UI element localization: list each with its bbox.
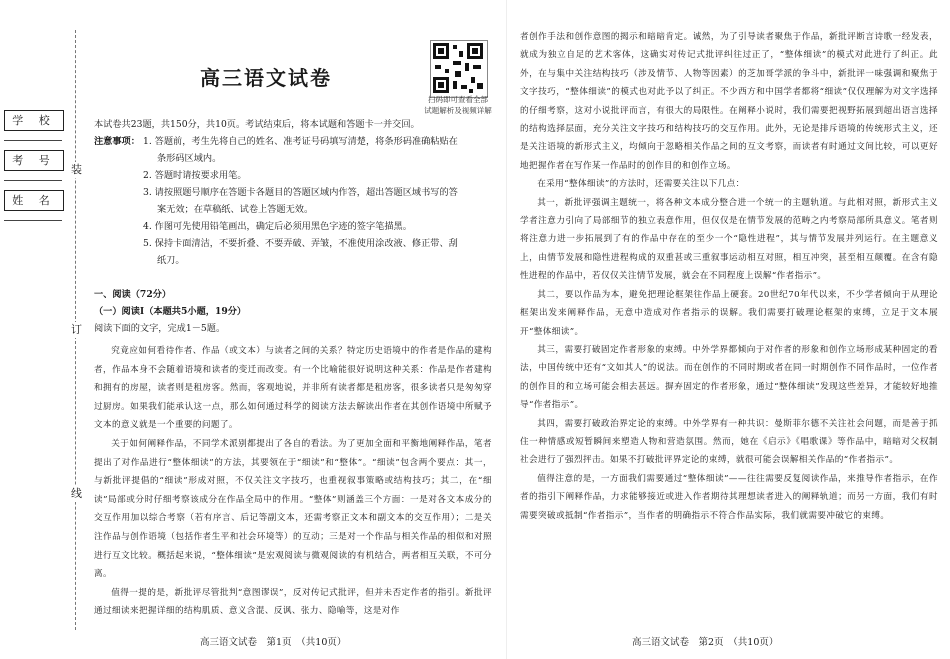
notice-item-2: 2. 答题时请按要求用笔。 bbox=[143, 170, 247, 181]
passage-paragraph: 其二，要以作品为本，避免把理论框架往作品上硬套。20世纪70年代以来，不少学者倾向于从理论框架出发来阐释作品，无意中造成对作者指示的误解。我们需要打破理论框架的束缚，立足于文本展开“整体细读”。 bbox=[520, 289, 938, 337]
name-field-label: 姓 名 bbox=[4, 190, 64, 211]
notice-item-3: 3. 请按照题号顺序在答题卡各题目的答题区域内作答，超出答题区域书写的答 bbox=[143, 187, 458, 198]
binding-mark-xian: 线 bbox=[71, 487, 82, 500]
passage-paragraph: 者创作手法和创作意图的揭示和暗暗肯定。诚然，为了引导读者聚焦于作品，新批评断言诗歌一经发表，就成为独立自足的艺术客体，这确实对传记式批评纠往过正了，“整体细读”的模式对此进行了纠正。此外，在与集中关注结构技巧（涉及情节、人物等因素）的芝加哥学派的争斗中，新批评一味强调和聚焦于文字技巧，“整体细读”的模式也对此予以了纠正。不少西方和中国学者都将“细读”仅仅理解为对文字选择的仔细考察，这对小说批评而言，有很大的局限性。在阐释小说时，我们需要把视野拓展到超出语言选择的结构选择层面，充分关注文字技巧和结构技巧的交互作用。此外，无论是排斥语境的传统形式主义，还是关注语境的新形式主义，均倾向于忽略相关作品之间的互文考察，而读者有时通过文间比较，可以更好地把握作者在写作某一作品时的创作目的和创作立场。 bbox=[520, 32, 938, 171]
exam-number-field-label: 考 号 bbox=[4, 150, 64, 171]
notice-item-1-cont: 条形码区域内。 bbox=[157, 153, 222, 164]
notice-label: 注意事项： bbox=[94, 136, 140, 147]
passage-paragraph: 关于如何阐释作品，不同学术派别都提出了各自的看法。为了更加全面和平衡地阐释作品，笔者提出了对作品进行“整体细读”的方法，其要领在于“细读”和“整体”。“细读”包含两个要点：其一，与新批评提倡的“细读”形成对照，不仅关注文字技巧，也重视叙事策略或结构技巧；其二，在“细读”局部或分时仔细考察该成分在作品全局中的作用。“整体”则涵盖三个方面：一是对各文本成分的交互作用加以综合考察（若有序言、后记等副文本，还需考察正文本和副文本的交互作用）；二是关注作品与创作语境（包括作者生平和社会环境等）的互动；三是对一个作品与相关作品的相似和对照进行互文比较。概括起来说，“整体细读”是宏观阅读与微观阅读的有机结合，两者相互关联，不可分离。 bbox=[94, 438, 492, 580]
reading-instruction: 阅读下面的文字，完成1－5题。 bbox=[94, 323, 226, 334]
passage-paragraph: 究竟应如何看待作者、作品（或文本）与读者之间的关系？特定历史语境中的作者是作品的建构者，作品本身不会随着语境和读者的变迁而改变。有一个比喻能很好说明这种关系：作品是作者建构和拥有的房屋，读者则是租房客。然而，客观地说，并非所有读者都是租房客，很多读者只是匆匆穿过厨房。如果我们能承认这一点，那么如何通过科学的阅读方法去解读出作者在其创作语境中所赋予文本的意义就是一个重要的问题了。 bbox=[94, 346, 492, 431]
subsection-heading: （一）阅读Ⅰ（本题共5小题，19分） bbox=[94, 306, 247, 317]
school-field-line[interactable] bbox=[4, 140, 62, 141]
page2-footer: 高三语文试卷 第2页 （共10页） bbox=[632, 637, 779, 648]
name-field-line[interactable] bbox=[4, 220, 62, 221]
section-heading: 一、阅读（72分） bbox=[94, 289, 172, 300]
notice-item-3-cont: 案无效；在草稿纸、试卷上答题无效。 bbox=[157, 204, 314, 215]
binding-mark-ding: 订 bbox=[71, 323, 82, 336]
school-field-label: 学 校 bbox=[4, 110, 64, 131]
notice-item-5-cont: 纸刀。 bbox=[157, 255, 185, 266]
passage-page2 bbox=[520, 28, 938, 525]
exam-number-field-line[interactable] bbox=[4, 180, 62, 181]
notice-item-5: 5. 保持卡面清洁，不要折叠、不要弄破、弄皱，不准使用涂改液、修正带、刮 bbox=[143, 238, 458, 249]
passage-paragraph: 值得一提的是，新批评尽管批判“意图谬误”，反对传记式批评，但并未否定作者的指引。新批评通过细读来把握详细的结构肌质、意义含混、反讽、张力、隐喻等，这是对作 bbox=[94, 587, 492, 617]
exam-intro: 本试卷共23题，共150分，共10页。考试结束后，将本试题和答题卡一并交回。 bbox=[94, 119, 420, 130]
passage-paragraph: 值得注意的是，一方面我们需要通过“整体细读”——往往需要反复阅读作品，来推导作者指示，在作者的指引下阐释作品，力求能够接近或进入作者期待其理想读者进入的阐释轨道；而另一方面，我们有时需要突破或抵制“作者指示”，当作者的明确指示不符合作品实际，我们就需要冲破它的束缚。 bbox=[520, 473, 938, 521]
qr-caption-1: 扫码即可查看全部 bbox=[428, 95, 488, 104]
qr-caption-2: 试题解析及视频详解 bbox=[424, 106, 492, 115]
passage-paragraph: 在采用“整体细读”的方法时，还需要关注以下几点： bbox=[537, 179, 745, 190]
notice-item-1: 1. 答题前，考生先将自己的姓名、准考证号码填写清楚，将条形码准确粘贴在 bbox=[143, 136, 458, 147]
passage-paragraph: 其三，需要打破固定作者形象的束缚。中外学界都倾向于对作者的形象和创作立场形成某种固定的看法，中国传统中还有“文如其人”的说法。而在创作的不同时期或者在同一时期创作不同作品时，一位作者的创作目的和立场可能会相去甚远。摒弃固定的作者形象，通过“整体细读”发现这些差异，才能较好地推导“作者指示”。 bbox=[520, 344, 938, 411]
page1-footer: 高三语文试卷 第1页 （共10页） bbox=[200, 637, 347, 648]
qr-code-icon[interactable] bbox=[430, 40, 488, 98]
notice-item-4: 4. 作图可先使用铅笔画出，确定后必须用黑色字迹的签字笔描黑。 bbox=[143, 221, 412, 232]
page-title: 高三语文试卷 bbox=[200, 66, 332, 90]
binding-mark-zhuang: 装 bbox=[71, 163, 82, 176]
passage-paragraph: 其四，需要打破政治界定论的束缚。中外学界有一种共识：曼斯菲尔德不关注社会问题，而是善于抓住一种情感或短暂瞬间来塑造人物和营造氛围。然而，她在《启示》《唱歌课》等作品中，暗暗对父权制社会进行了强烈抨击。如果不打破批评界定论的束缚，就很可能会误解相关作品的“作者指示”。 bbox=[520, 418, 938, 466]
passage-page1 bbox=[94, 342, 492, 621]
page-divider bbox=[506, 0, 507, 659]
passage-paragraph: 其一，新批评强调主题统一，将各种文本成分整合进一个统一的主题轨道。与此相对照，新形式主义学者注意力引向了局部细节的独立表意作用，但仅仅是在情节发展的范畴之内考察局部所具意义。笔者则将注意力进一步拓展到了有的作品中存在的至少一个“隐性进程”，其与情节发展并列运行。在主题意义上，由情节发展和隐性进程构成的双重甚或三重叙事运动相互对照，相互冲突，甚至相互颠覆。在含有隐性进程的作品中，若仅仅关注情节发展，就会在不同程度上误解“作者指示”。 bbox=[520, 197, 938, 282]
